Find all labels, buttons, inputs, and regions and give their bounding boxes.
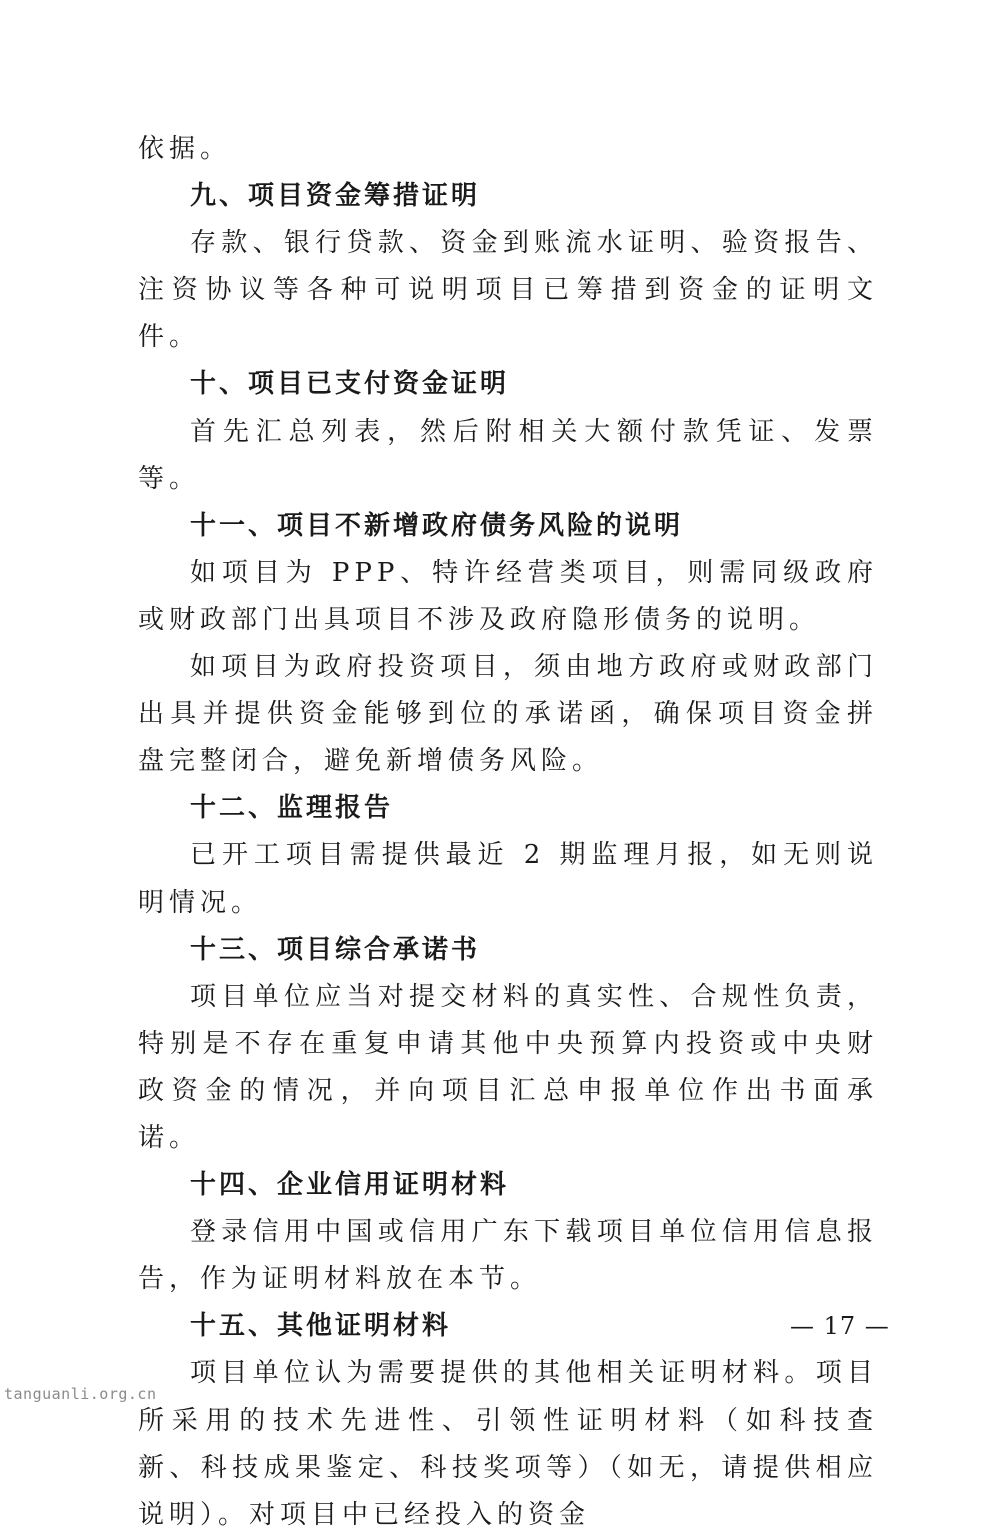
paragraph: 首先汇总列表，然后附相关大额付款凭证、发票等。 xyxy=(138,416,878,494)
section-heading: 十三、项目综合承诺书 xyxy=(190,934,481,965)
body-text xyxy=(138,126,878,1539)
section-heading: 十五、其他证明材料 xyxy=(190,1311,452,1342)
paragraph: 存款、银行贷款、资金到账流水证明、验资报告、注资协议等各种可说明项目已筹措到资金的证明文件。 xyxy=(138,228,878,353)
section-heading: 九、项目资金筹措证明 xyxy=(190,181,481,212)
paragraph: 依据。 xyxy=(138,134,232,164)
paragraph: 项目单位应当对提交材料的真实性、合规性负责，特别是不存在重复申请其他中央预算内投资或中央财政资金的情况，并向项目汇总申报单位作出书面承诺。 xyxy=(138,981,878,1153)
section-heading: 十四、企业信用证明材料 xyxy=(190,1170,510,1201)
paragraph: 已开工项目需提供最近 2 期监理月报，如无则说明情况。 xyxy=(138,840,878,918)
paragraph: 项目单位认为需要提供的其他相关证明材料。项目所采用的技术先进性、引领性证明材料（如科技查新、科技成果鉴定、科技奖项等）（如无，请提供相应说明）。对项目中已经投入的资金 xyxy=(138,1358,878,1530)
section-heading: 十二、监理报告 xyxy=(190,793,394,824)
page-number: — 17 — xyxy=(790,1312,890,1340)
paragraph: 登录信用中国或信用广东下载项目单位信用信息报告，作为证明材料放在本节。 xyxy=(138,1217,878,1295)
section-heading: 十、项目已支付资金证明 xyxy=(190,369,510,400)
watermark-text: tanguanli.org.cn xyxy=(4,1385,157,1403)
paragraph: 如项目为政府投资项目，须由地方政府或财政部门出具并提供资金能够到位的承诺函，确保项目资金拼盘完整闭合，避免新增债务风险。 xyxy=(138,652,878,777)
section-heading: 十一、项目不新增政府债务风险的说明 xyxy=(190,510,684,541)
paragraph: 如项目为 PPP、特许经营类项目，则需同级政府或财政部门出具项目不涉及政府隐形债务的说明。 xyxy=(138,557,878,635)
